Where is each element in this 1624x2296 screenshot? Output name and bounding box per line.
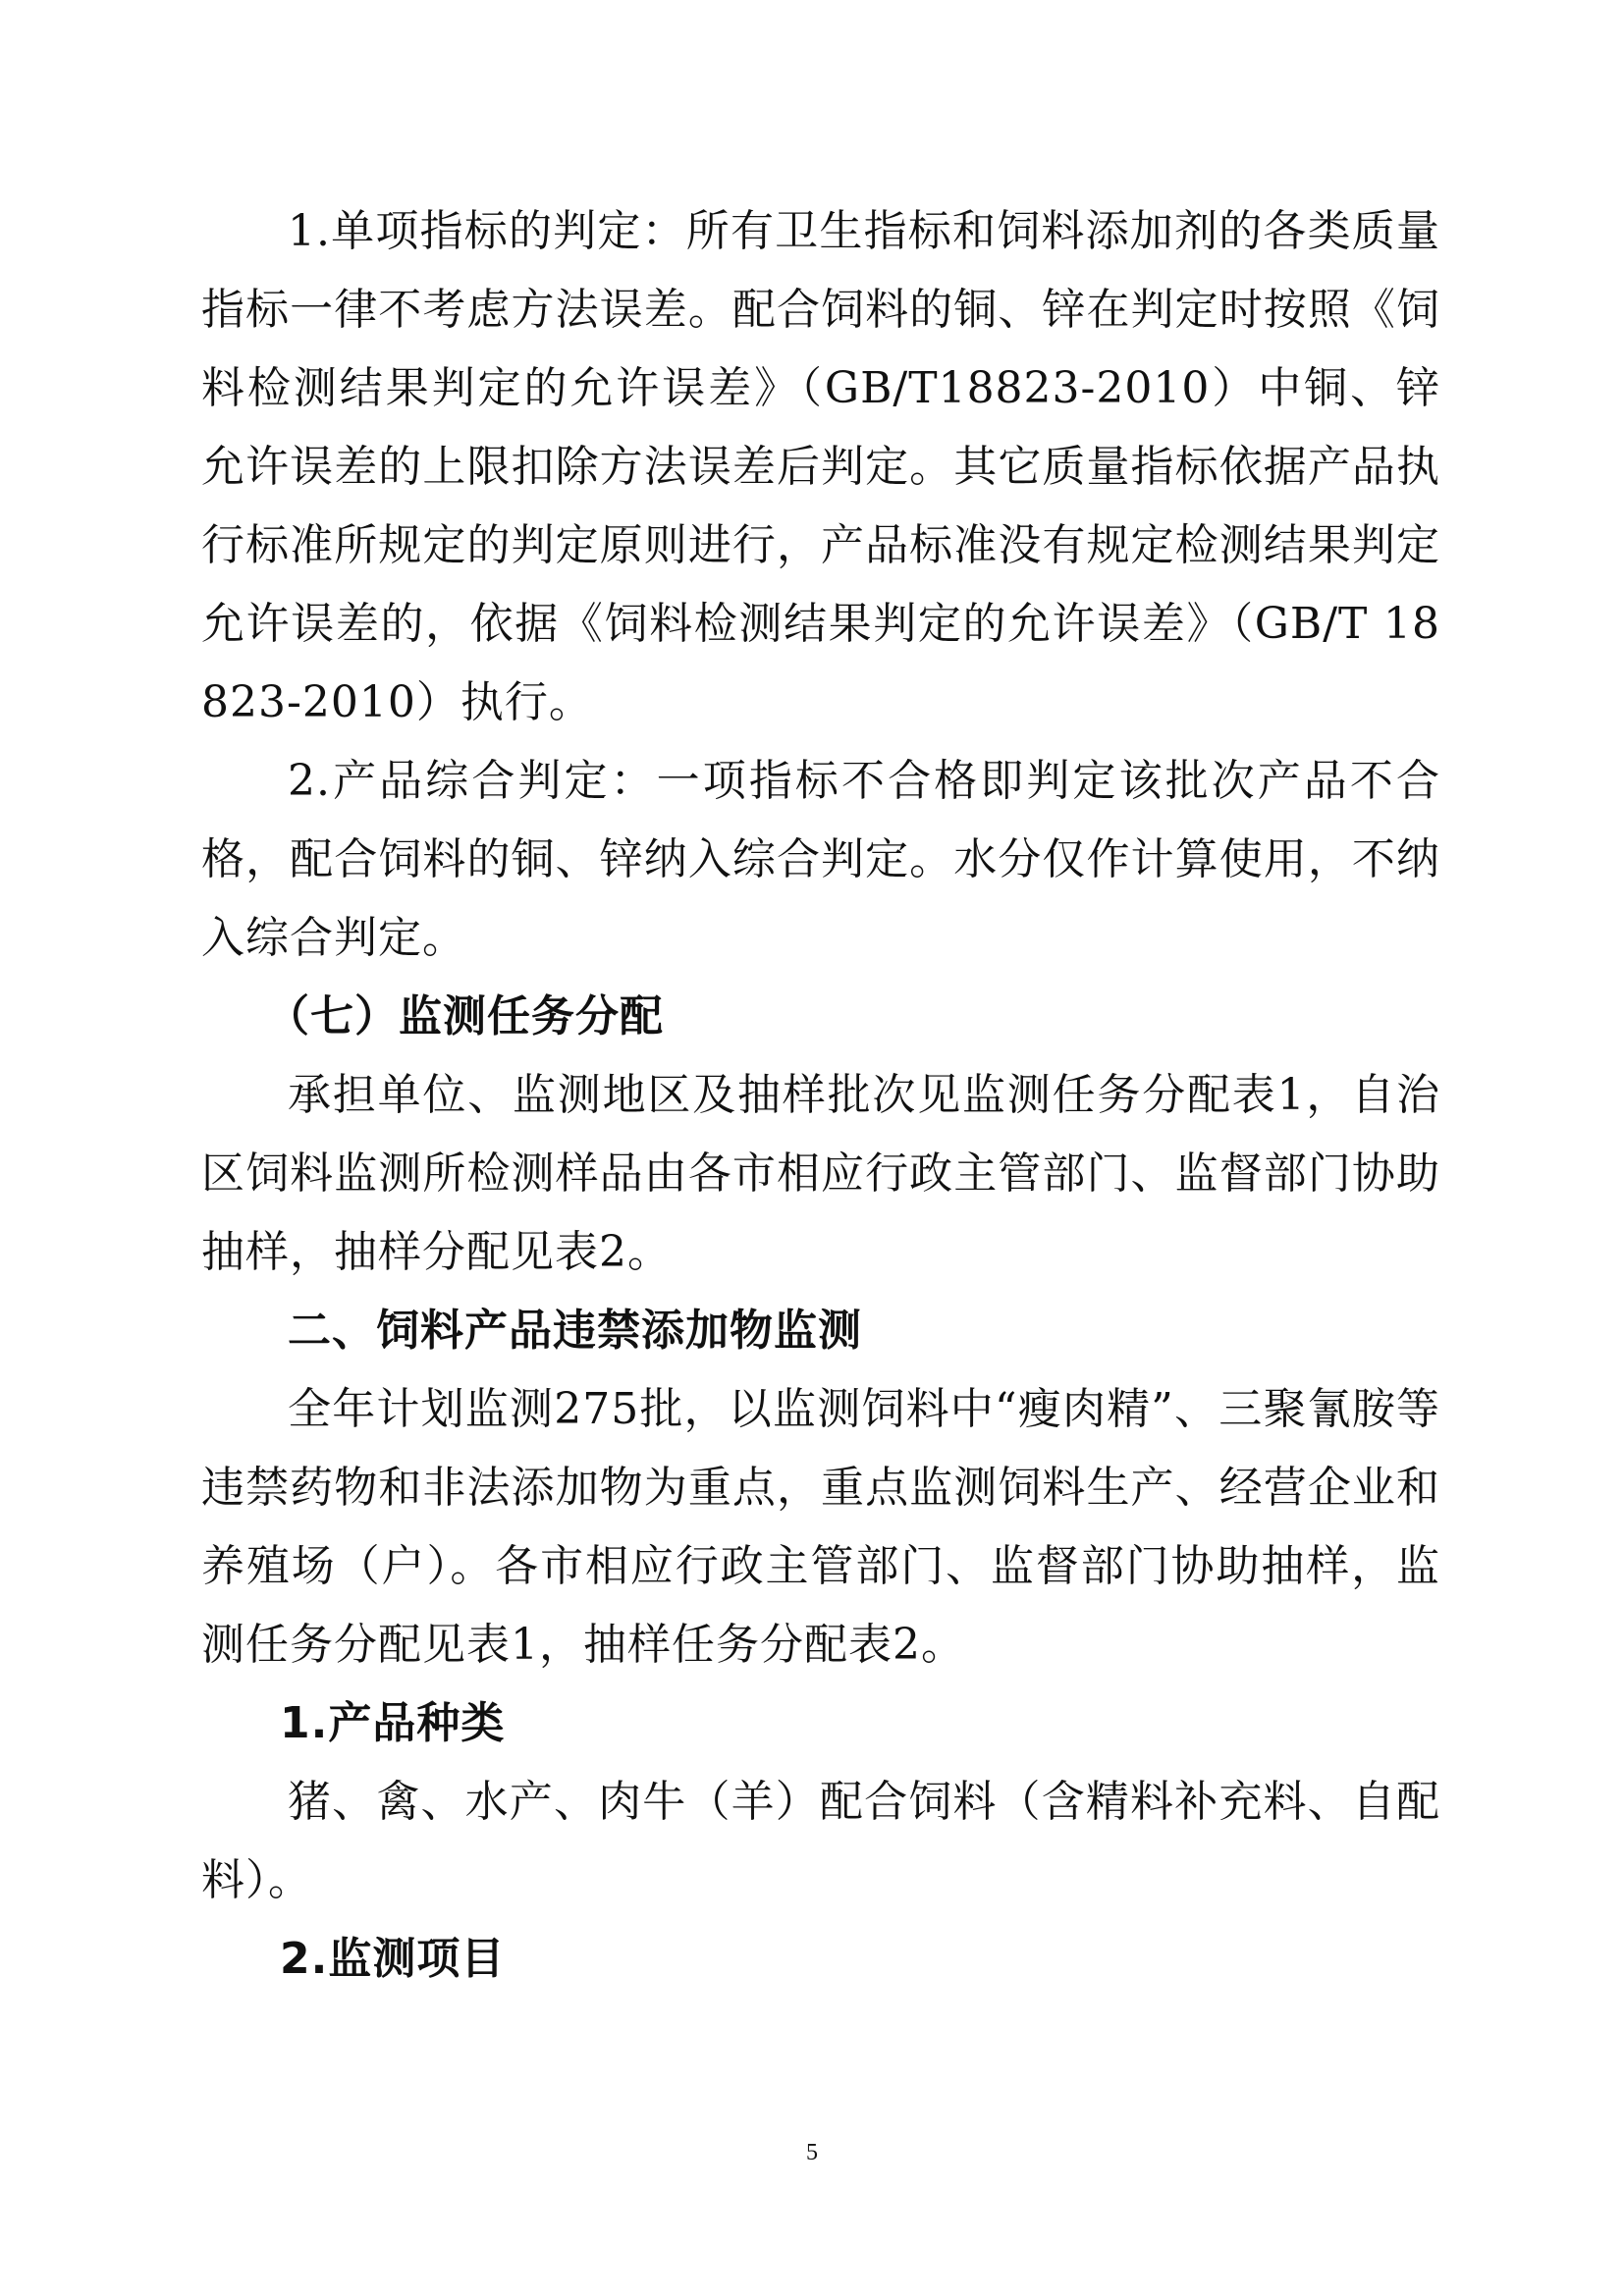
paragraph-prohibited-additives: 全年计划监测275批，以监测饲料中“瘦肉精”、三聚氰胺等违禁药物和非法添加物为重点，重点监测饲料生产、经营企业和养殖场（户）。各市相应行政主管部门、监督部门协助抽样，监测任务分配见表1，抽样任务分配表2。 <box>201 1384 1440 1670</box>
section-heading-task-allocation: （七）监测任务分配 <box>266 991 664 1041</box>
paragraph-single-indicator-judgment: 1.单项指标的判定：所有卫生指标和饲料添加剂的各类质量指标一律不考虑方法误差。配合饲料的铜、锌在判定时按照《饲料检测结果判定的允许误差》（GB/T18823-2010）中铜、锌允许误差的上限扣除方法误差后判定。其它质量指标依据产品执行标准所规定的判定原则进行，产品标准没有规定检测结果判定允许误差的，依据《饲料检测结果判定的允许误差》（GB/T 18823-2010）执行。 <box>201 206 1440 727</box>
section-heading-prohibited-additives: 二、饲料产品违禁添加物监测 <box>288 1306 862 1356</box>
subheading-monitoring-items: 2.监测项目 <box>280 1934 506 1984</box>
page-number: 5 <box>806 2140 818 2165</box>
paragraph-comprehensive-judgment: 2.产品综合判定：一项指标不合格即判定该批次产品不合格，配合饲料的铜、锌纳入综合判定。水分仅作计算使用，不纳入综合判定。 <box>201 756 1440 963</box>
document-body <box>201 192 1440 1999</box>
paragraph-task-allocation: 承担单位、监测地区及抽样批次见监测任务分配表1，自治区饲料监测所检测样品由各市相应行政主管部门、监督部门协助抽样，抽样分配见表2。 <box>201 1070 1440 1277</box>
subheading-product-types: 1.产品种类 <box>280 1698 506 1748</box>
paragraph-product-types: 猪、禽、水产、肉牛（羊）配合饲料（含精料补充料、自配料）。 <box>201 1777 1440 1905</box>
